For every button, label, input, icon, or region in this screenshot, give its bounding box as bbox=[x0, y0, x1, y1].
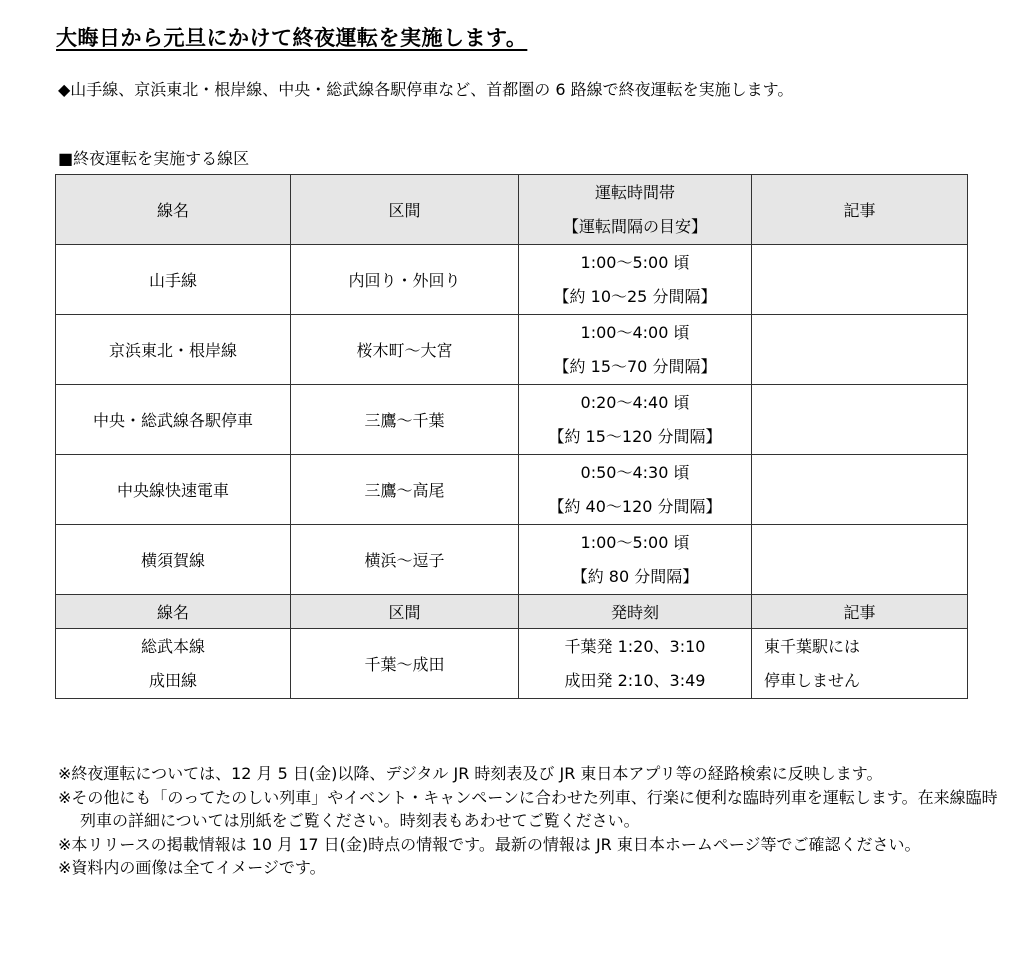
table-row bbox=[56, 315, 968, 385]
cell-line-2: 成田線 bbox=[148, 670, 197, 690]
footnotes bbox=[58, 762, 998, 880]
cell-interval-value: 【約 15～120 分間隔】 bbox=[548, 426, 722, 446]
page-title: 大晦日から元旦にかけて終夜運転を実施します。 bbox=[56, 26, 528, 50]
header-line: 線名 bbox=[56, 175, 291, 245]
footnote: ※資料内の画像は全てイメージです。 bbox=[58, 858, 326, 877]
cell-departure-1: 千葉発 1:20、3:10 bbox=[564, 636, 706, 656]
cell-time-value: 1:00～5:00 頃 bbox=[580, 252, 690, 272]
overnight-operation-table bbox=[55, 174, 968, 699]
table-subheader-row bbox=[56, 595, 968, 629]
cell-time-value: 1:00～4:00 頃 bbox=[580, 322, 690, 342]
cell-note bbox=[752, 385, 968, 455]
cell-line: 横須賀線 bbox=[56, 525, 291, 595]
subheader-departure: 発時刻 bbox=[519, 595, 752, 629]
section-label: ■終夜運転を実施する線区 bbox=[58, 149, 250, 168]
cell-section: 三鷹～千葉 bbox=[291, 385, 519, 455]
table-header-row bbox=[56, 175, 968, 245]
cell-note bbox=[752, 629, 968, 699]
footnote: ※その他にも「のってたのしい列車」やイベント・キャンペーンに合わせた列車、行楽に便利な臨時列車を運転します。在来線臨時列車の詳細については別紙をご覧ください。時刻表もあわせてご覧ください。 bbox=[58, 787, 998, 830]
header-time bbox=[519, 175, 752, 245]
cell-interval-value: 【約 80 分間隔】 bbox=[571, 566, 699, 586]
lead-text: ◆山手線、京浜東北・根岸線、中央・総武線各駅停車など、首都圏の 6 路線で終夜運転を実施します。 bbox=[58, 80, 794, 99]
cell-time bbox=[519, 455, 752, 525]
cell-note bbox=[752, 525, 968, 595]
table-row bbox=[56, 525, 968, 595]
cell-time bbox=[519, 315, 752, 385]
table-row bbox=[56, 455, 968, 525]
cell-time-value: 0:50～4:30 頃 bbox=[580, 462, 690, 482]
footnote: ※終夜運転については、12 月 5 日(金)以降、デジタル JR 時刻表及び JR 東日本アプリ等の経路検索に反映します。 bbox=[58, 764, 883, 783]
cell-interval-value: 【約 15～70 分間隔】 bbox=[553, 356, 717, 376]
subheader-line: 線名 bbox=[56, 595, 291, 629]
cell-line bbox=[56, 629, 291, 699]
footnote: ※本リリースの掲載情報は 10 月 17 日(金)時点の情報です。最新の情報は JR 東日本ホームページ等でご確認ください。 bbox=[58, 834, 921, 854]
cell-time bbox=[519, 525, 752, 595]
header-notes: 記事 bbox=[752, 175, 968, 245]
cell-time bbox=[519, 385, 752, 455]
subheader-notes: 記事 bbox=[752, 595, 968, 629]
cell-line: 京浜東北・根岸線 bbox=[56, 315, 291, 385]
cell-interval-value: 【約 40～120 分間隔】 bbox=[548, 496, 722, 516]
cell-note bbox=[752, 315, 968, 385]
table-row bbox=[56, 385, 968, 455]
cell-departure-2: 成田発 2:10、3:49 bbox=[564, 670, 706, 690]
cell-time-value: 0:20～4:40 頃 bbox=[580, 392, 690, 412]
table-row bbox=[56, 245, 968, 315]
subheader-section: 区間 bbox=[291, 595, 519, 629]
table-row-special bbox=[56, 629, 968, 699]
cell-section: 桜木町～大宮 bbox=[291, 315, 519, 385]
cell-note bbox=[752, 245, 968, 315]
cell-note-1: 東千葉駅には bbox=[764, 636, 861, 656]
cell-note-2: 停車しません bbox=[764, 670, 861, 690]
cell-line: 山手線 bbox=[56, 245, 291, 315]
cell-note bbox=[752, 455, 968, 525]
cell-section: 三鷹～高尾 bbox=[291, 455, 519, 525]
cell-interval-value: 【約 10～25 分間隔】 bbox=[553, 286, 717, 306]
cell-section: 内回り・外回り bbox=[291, 245, 519, 315]
header-section: 区間 bbox=[291, 175, 519, 245]
cell-line: 中央線快速電車 bbox=[56, 455, 291, 525]
cell-time-value: 1:00～5:00 頃 bbox=[580, 532, 690, 552]
cell-section: 横浜～逗子 bbox=[291, 525, 519, 595]
header-time-line2: 【運転間隔の目安】 bbox=[562, 216, 707, 236]
cell-departure bbox=[519, 629, 752, 699]
cell-line: 中央・総武線各駅停車 bbox=[56, 385, 291, 455]
cell-line-1: 総武本線 bbox=[140, 636, 205, 656]
cell-section: 千葉～成田 bbox=[291, 629, 519, 699]
header-time-line1: 運転時間帯 bbox=[594, 182, 675, 202]
cell-time bbox=[519, 245, 752, 315]
